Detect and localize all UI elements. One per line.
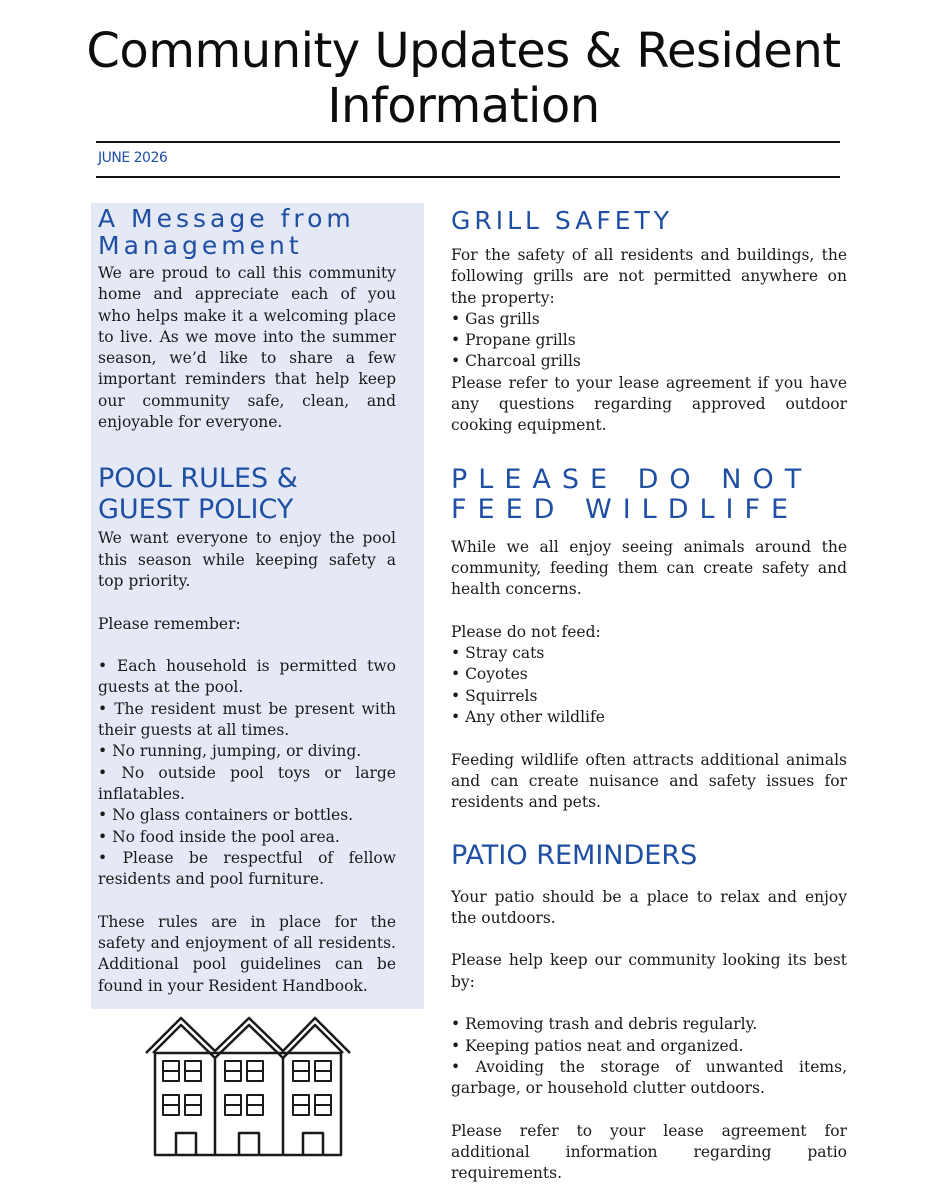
- management-body: We are proud to call this community home and appreciate each of you who helps make it a welcoming place to live. As we move into the summer season, we’d like to share a few important reminders that help keep our community safe, clean, and enjoyable for everyone.: [98, 264, 396, 432]
- wildlife-heading: PLEASE DO NOT FEED WILDLIFE: [451, 463, 813, 525]
- pool-body: We want everyone to enjoy the pool this season while keeping safety a top priority. Please remember: • Each household is permitted two guests at the pool. • The resident must be present with their guests at all times. • No running, jumping, or diving. • No outside pool toys or large inflatables. • No glass containers or bottles. • No food inside the pool area. • Please be respectful of fellow residents and pool furniture. These rules are in place for the safety and enjoyment of all residents. Additional pool guidelines can be found in your Resident Handbook.: [98, 529, 396, 995]
- issue-date: JUNE 2026: [98, 150, 168, 166]
- patio-heading: PATIO REMINDERS: [451, 839, 698, 871]
- left-column: [98, 205, 396, 997]
- management-message-section: [98, 205, 396, 433]
- patio-section: [451, 840, 847, 1185]
- grill-safety-section: [451, 205, 847, 437]
- grill-body: For the safety of all residents and buildings, the following grills are not permitted anywhere on the property: • Gas grills • Propane grills • Charcoal grills Please refer to your lease agreement if you have any questions regarding approved outdoor cooking equipment.: [451, 246, 847, 435]
- header-bottom-rule: [96, 176, 840, 178]
- grill-heading: GRILL SAFETY: [451, 206, 674, 235]
- pool-heading: POOL RULES & GUEST POLICY: [98, 463, 298, 526]
- management-heading: A Message from Management: [98, 204, 355, 260]
- wildlife-body: While we all enjoy seeing animals around the community, feeding them can create safety and health concerns. Please do not feed: • Stray cats • Coyotes • Squirrels • Any other wildlife Feeding wildlife often attracts additional animals and can create nuisance and safety issues for residents and pets.: [451, 537, 847, 812]
- townhouse-building-icon: [143, 1013, 353, 1158]
- right-column: [451, 205, 847, 1185]
- header-top-rule: [96, 141, 840, 143]
- page-title: Community Updates & Resident Information: [86, 23, 841, 134]
- patio-body: Your patio should be a place to relax and enjoy the outdoors. Please help keep our community looking its best by: • Removing trash and debris regularly. • Keeping patios neat and organized. • Avoiding the storage of unwanted items, garbage, or household clutter outdoors. Please refer to your lease agreement for additional information regarding patio requirements.: [451, 887, 847, 1183]
- wildlife-section: [451, 465, 847, 814]
- pool-rules-section: [98, 463, 396, 997]
